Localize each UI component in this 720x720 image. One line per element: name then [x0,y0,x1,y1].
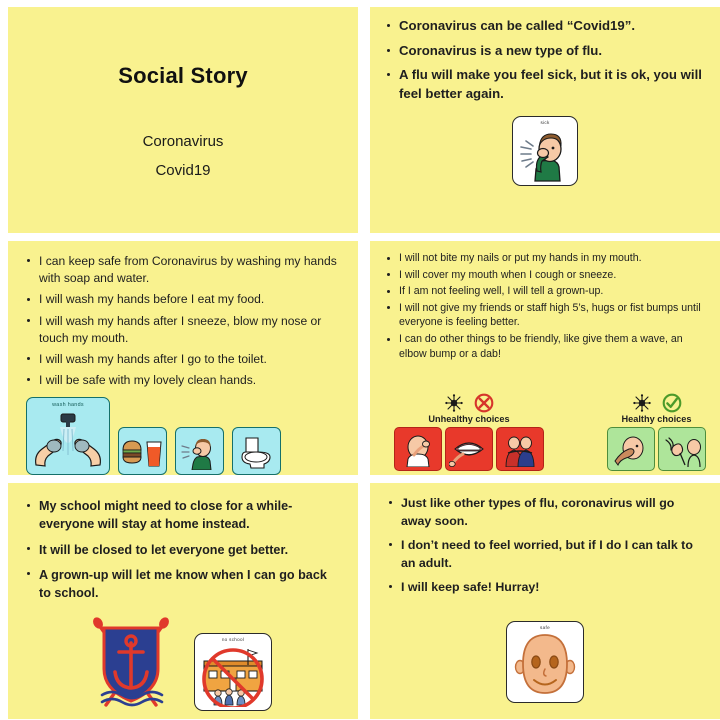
no-school-pictogram [194,633,272,711]
list-item: I will wash my hands after I go to the toilet. [24,351,342,368]
list-item: I can keep safe from Coronavirus by washing my hands with soap and water. [24,253,342,287]
list-item: It will be closed to let everyone get better. [24,541,342,559]
school-bullet-list [24,497,342,602]
list-item: Coronavirus is a new type of flu. [384,42,706,61]
mouth-icon [446,431,492,470]
food-and-drink-pictogram [118,427,167,475]
school-pictogram-row [90,617,272,711]
waving-hand-icon [659,431,705,470]
wave-pictogram [658,427,706,471]
hands-in-mouth-pictogram [445,427,493,471]
panel-school-closure [8,483,358,719]
list-item: I will be safe with my lovely clean hands. [24,372,342,389]
toilet-icon [233,431,280,474]
pictogram-caption: wash hands [52,402,84,408]
healthy-choices-pictograms [607,427,706,471]
subtitle-coronavirus: Coronavirus [142,133,224,150]
sick-pictogram [512,116,578,186]
toilet-pictogram [232,427,281,475]
two-people-hugging-icon [497,431,543,470]
handwashing-bullet-list [24,253,342,389]
wash-hands-icon [27,408,109,474]
behaviour-bullet-list [384,251,706,361]
germ-icon [444,393,464,413]
about-bullet-list [384,17,706,104]
handwashing-pictogram-row [26,397,281,475]
safe-pictogram [506,621,584,703]
reassurance-pictogram-row [370,621,720,703]
list-item: If I am not feeling well, I will tell a grown-up. [384,284,706,299]
list-item: I don’t need to feel worried, but if I do I can talk to an adult. [386,537,706,573]
list-item: A grown-up will let me know when I can go back to school. [24,566,342,603]
person-sneezing-icon [176,431,223,474]
panel-about-coronavirus [370,7,720,233]
sneeze-pictogram [175,427,224,475]
pictogram-caption: safe [540,625,550,630]
cover-mouth-icon [608,431,654,470]
list-item: I will not bite my nails or put my hands in my mouth. [384,251,706,266]
healthy-choices-icons [632,393,682,413]
list-item: My school might need to close for a while- everyone will stay at home instead. [24,497,342,534]
wash-hands-pictogram [26,397,110,475]
panel-behaviour [370,241,720,475]
red-cross-circle-icon [474,393,494,413]
pictogram-caption: no school [221,637,245,642]
list-item: I will keep safe! Hurray! [386,579,706,597]
unhealthy-choices-icons [444,393,494,413]
about-pictogram-row [384,116,706,186]
list-item: A flu will make you feel sick, but it is ok, you will feel better again. [384,66,706,103]
page-title: Social Story [118,63,248,88]
hug-pictogram [496,427,544,471]
list-item: Just like other types of flu, coronavirus will go away soon. [386,495,706,531]
reassurance-bullet-list [386,495,706,597]
school-crest-logo [90,617,172,711]
choices-section [370,393,720,471]
unhealthy-choices-pictograms [394,427,544,471]
no-school-icon [195,642,271,710]
pictogram-caption: sick [540,119,550,125]
panel-reassurance [370,483,720,719]
list-item: I will wash my hands before I eat my food. [24,291,342,308]
healthy-choices-group [607,393,706,471]
smiling-face-icon [507,630,583,702]
panel-title [8,7,358,233]
biting-nails-pictogram [394,427,442,471]
list-item: I will cover my mouth when I cough or sneeze. [384,268,706,283]
unhealthy-choices-label: Unhealthy choices [428,414,510,424]
unhealthy-choices-group [394,393,544,471]
germ-icon [632,393,652,413]
green-tick-circle-icon [662,393,682,413]
list-item: I can do other things to be friendly, like give them a wave, an elbow bump or a dab! [384,332,706,361]
panel-handwashing [8,241,358,475]
biting-nails-icon [395,431,441,470]
healthy-choices-label: Healthy choices [621,414,692,424]
list-item: I will not give my friends or staff high 5’s, hugs or fist bumps until everyone is feeling better. [384,301,706,330]
subtitle-covid19: Covid19 [155,162,211,179]
burger-and-drink-icon [119,431,166,474]
cover-mouth-pictogram [607,427,655,471]
person-coughing-icon [513,125,577,185]
list-item: Coronavirus can be called “Covid19”. [384,17,706,36]
list-item: I will wash my hands after I sneeze, blow my nose or touch my mouth. [24,313,342,347]
